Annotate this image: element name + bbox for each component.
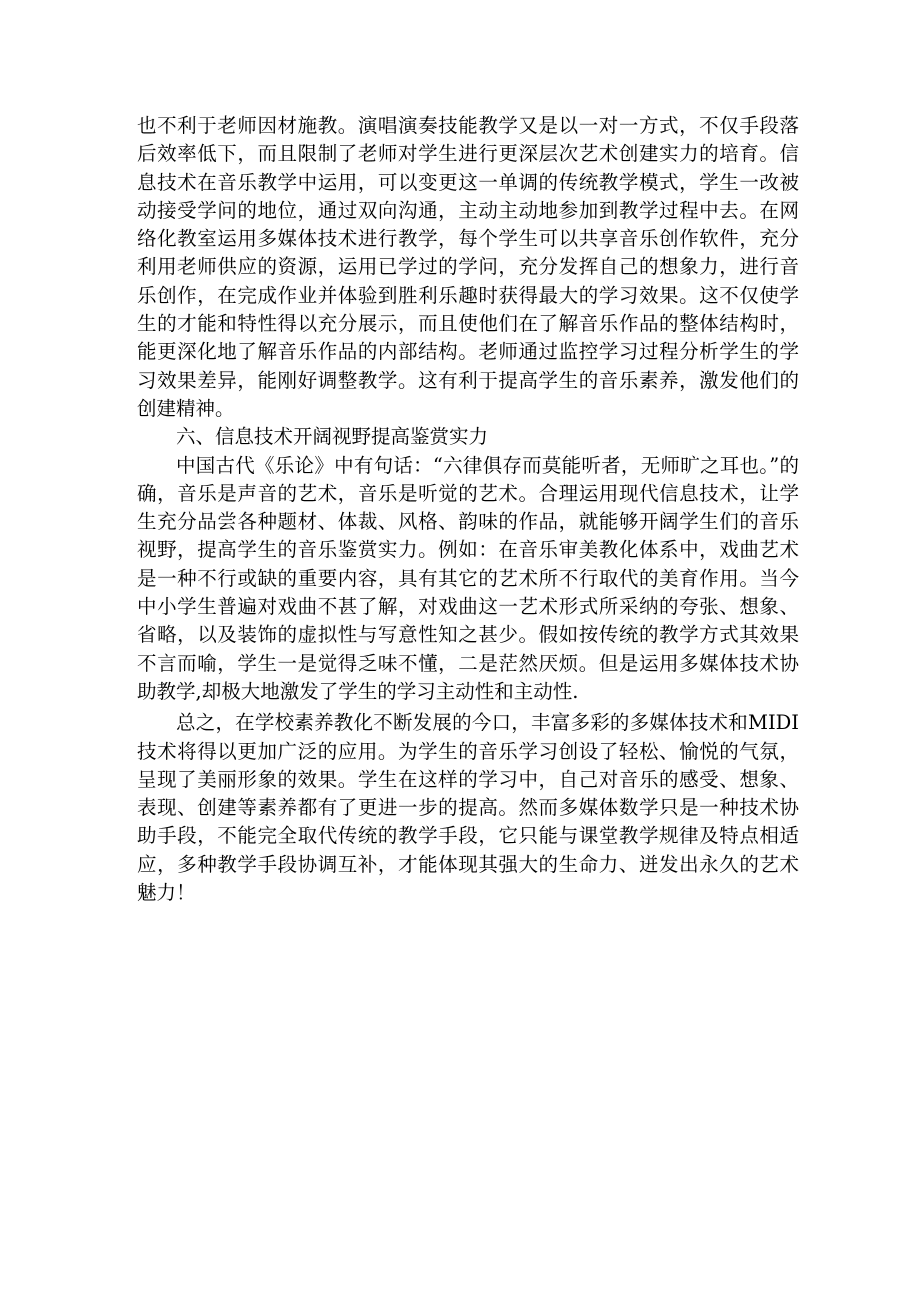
section-heading-six: 六、信息技术开阔视野提高鉴赏实力: [176, 425, 489, 449]
paragraph-continuation: 也不利于老师因材施教。演唱演奏技能教学又是以一对一方式，不仅手段落后效率低下，而且限制了老师对学生进行更深层次艺术创建实力的培育。信息技术在音乐教学中运用，可以变更这一单调的传统教学模式，学生一改被动接受学问的地位，通过双向沟通，主动主动地参加到教学过程中去。在网络化教室运用多媒体技术进行教学，每个学生可以共享音乐创作软件，充分利用老师供应的资源，运用已学过的学问，充分发挥自己的想象力，进行音乐创作，在完成作业并体验到胜利乐趣时获得最大的学习效果。这不仅使学生的才能和特性得以充分展示，而且使他们在了解音乐作品的整体结构时，能更深化地了解音乐作品的内部结构。老师通过监控学习过程分析学生的学习效果差异，能刚好调整教学。这有利于提高学生的音乐素养，激发他们的创建精神。: [137, 114, 799, 420]
paragraph-conclusion: 总之，在学校素养教化不断发展的今口，丰富多彩的多媒体技术和MIDI技术将得以更加广泛的应用。为学生的音乐学习创设了轻松、愉悦的气氛，呈现了美丽形象的效果。学生在这样的学习中，自己对音乐的感受、想象、表现、创建等素养都有了更进一步的提高。然而多媒体数学只是一种技术协助手段，不能完全取代传统的教学手段，它只能与课堂教学规律及特点相适应，多种教学手段协调互补，才能体现其强大的生命力、迸发出永久的艺术魅力！: [137, 711, 799, 905]
paragraph-music-appreciation: 中国古代《乐论》中有句话：“六律俱存而莫能听者，无师旷之耳也。”的确，音乐是声音的艺术，音乐是听觉的艺术。合理运用现代信息技术，让学生充分品尝各种题材、体裁、风格、韵味的作品，就能够开阔学生们的音乐视野，提高学生的音乐鉴赏实力。例如：在音乐审美教化体系中，戏曲艺术是一种不行或缺的重要内容，具有其它的艺术所不行取代的美育作用。当今中小学生普遍对戏曲不甚了解，对戏曲这一艺术形式所采纳的夸张、想象、省略，以及装饰的虚拟性与写意性知之甚少。假如按传统的教学方式其效果不言而喻，学生一是觉得乏味不懂，二是茫然厌烦。但是运用多媒体技术协助教学,却极大地激发了学生的学习主动性和主动性.: [137, 453, 799, 703]
document-page: [137, 112, 799, 907]
